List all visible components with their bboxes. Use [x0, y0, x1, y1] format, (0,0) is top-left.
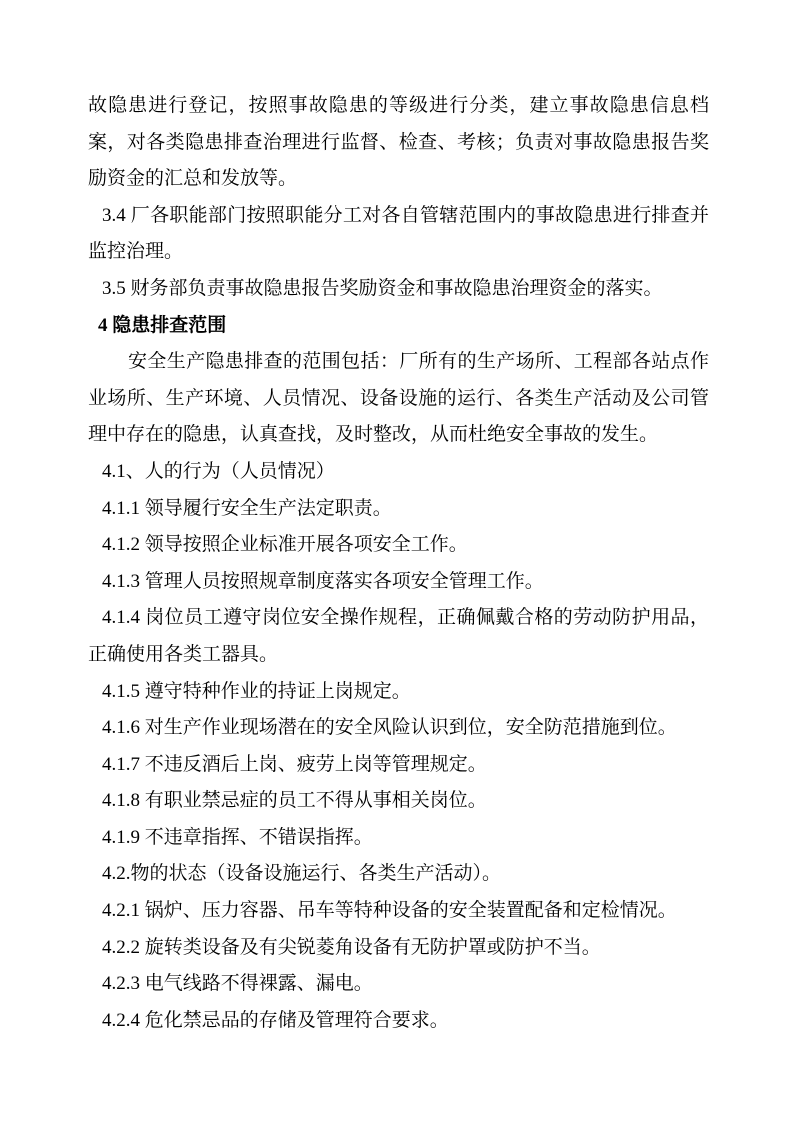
clause-3-4: 3.4 厂各职能部门按照职能分工对各自管辖范围内的事故隐患进行排查并监控治理。: [88, 204, 709, 263]
clause-3-5: 3.5 财务部负责事故隐患报告奖励资金和事故隐患治理资金的落实。: [102, 277, 663, 299]
section-4-heading: 4 隐患排查范围: [98, 314, 227, 336]
clause-4-1-4: 4.1.4 岗位员工遵守岗位安全操作规程，正确佩戴合格的劳动防护用品，正确使用各类工器具。: [88, 607, 709, 665]
clause-4-2-3: 4.2.3 电气线路不得裸露、漏电。: [102, 973, 373, 995]
document-content: [88, 88, 709, 1039]
section-4-intro: 安全生产隐患排查的范围包括：厂所有的生产场所、工程部各站点作业场所、生产环境、人员情况、设备设施的运行、各类生产活动及公司管理中存在的隐患，认真查找，及时整改，从而杜绝安全事故的发生。: [88, 351, 709, 446]
clause-4-2: 4.2.物的状态（设备设施运行、各类生产活动）。: [102, 863, 502, 885]
clause-4-1-2: 4.1.2 领导按照企业标准开展各项安全工作。: [102, 534, 468, 556]
clause-4-1-1: 4.1.1 领导履行安全生产法定职责。: [102, 497, 392, 519]
clause-4-1-6: 4.1.6 对生产作业现场潜在的安全风险认识到位，安全防范措施到位。: [102, 717, 677, 739]
clause-4-1-9: 4.1.9 不违章指挥、不错误指挥。: [102, 826, 373, 848]
clause-4-2-4: 4.2.4 危化禁忌品的存储及管理符合要求。: [102, 1009, 449, 1031]
clause-4-1-8: 4.1.8 有职业禁忌症的员工不得从事相关岗位。: [102, 790, 487, 812]
clause-4-1-5: 4.1.5 遵守特种作业的持证上岗规定。: [102, 680, 411, 702]
clause-4-1-3: 4.1.3 管理人员按照规章制度落实各项安全管理工作。: [102, 570, 544, 592]
clause-4-1-7: 4.1.7 不违反酒后上岗、疲劳上岗等管理规定。: [102, 753, 487, 775]
clause-4-2-1: 4.2.1 锅炉、压力容器、吊车等特种设备的安全装置配备和定检情况。: [102, 900, 677, 922]
para-continuation: 故隐患进行登记，按照事故隐患的等级进行分类，建立事故隐患信息档案，对各类隐患排查治理进行监督、检查、考核；负责对事故隐患报告奖励资金的汇总和发放等。: [88, 95, 709, 190]
clause-4-1: 4.1、人的行为（人员情况）: [102, 460, 335, 482]
clause-4-2-2: 4.2.2 旋转类设备及有尖锐菱角设备有无防护罩或防护不当。: [102, 936, 601, 958]
